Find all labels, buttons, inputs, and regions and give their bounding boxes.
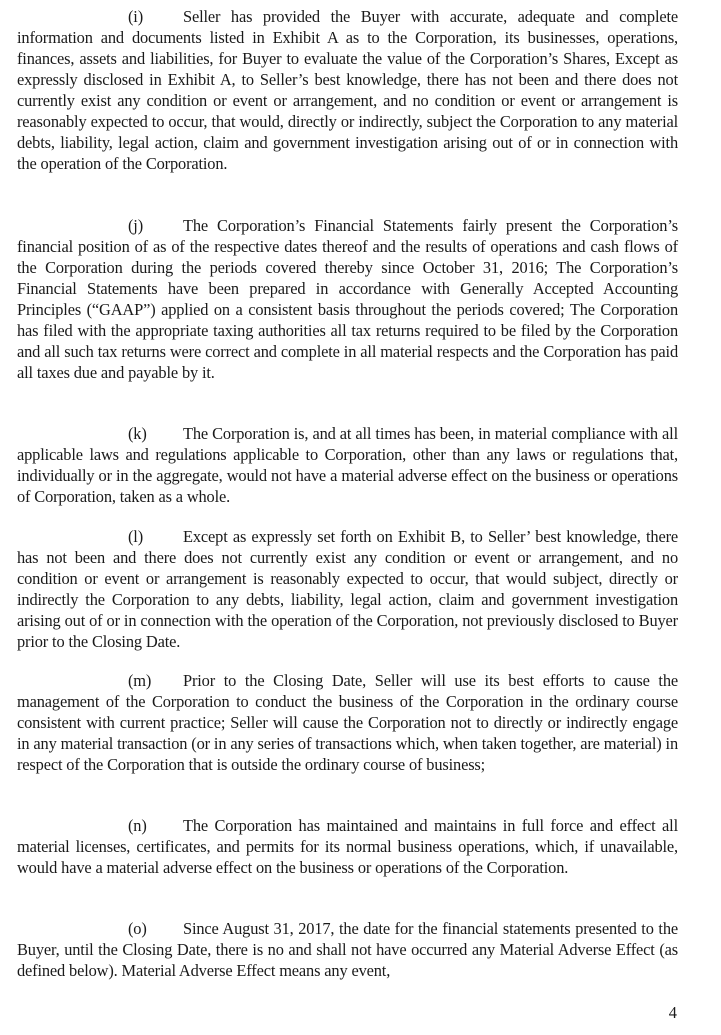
- paragraph-text: Seller has provided the Buyer with accurate, adequate and complete information and documents listed in Exhibit A as to the Corporation, its businesses, operations, finances, assets and liabilities, for Buyer to evaluate the value of the Corporation’s Shares, Except as expressly disclosed in Exhibit A, to Seller’s best knowledge, there has not been and there does not currently exist any condition or event or arrangement, and no condition or event or arrangement is reasonably expected to occur, that would, directly or indirectly, subject the Corporation to any material debts, liability, legal action, claim and government investigation arising out of or in connection with the operation of the Corporation.: [17, 7, 678, 173]
- paragraph-m: [17, 670, 678, 775]
- paragraph-label: (l): [128, 527, 144, 546]
- paragraph-text: Except as expressly set forth on Exhibit B, to Seller’ best knowledge, there has not been and there does not currently exist any condition or event or arrangement, and no condition or event or arrangement is reasonably expected to occur, that would subject, directly or indirectly the Corporation to any debts, liability, legal action, claim and government investigation arising out of or in connection with the operation of the Corporation, not previously disclosed to Buyer prior to the Closing Date.: [17, 527, 678, 651]
- paragraph-label: (i): [128, 7, 144, 26]
- paragraph-label: (o): [128, 919, 147, 938]
- paragraph-k: [17, 423, 678, 507]
- paragraph-label: (m): [128, 671, 152, 690]
- paragraph-text: Since August 31, 2017, the date for the financial statements presented to the Buyer, until the Closing Date, there is no and shall not have occurred any Material Adverse Effect (as defined below). Material Adverse Effect means any event,: [17, 919, 678, 980]
- paragraph-n: [17, 815, 678, 878]
- paragraph-l: [17, 526, 678, 652]
- paragraph-label: (n): [128, 816, 147, 835]
- paragraph-label: (k): [128, 424, 147, 443]
- paragraph-j: [17, 215, 678, 383]
- paragraph-i: [17, 6, 678, 174]
- paragraph-o: [17, 918, 678, 981]
- paragraph-label: (j): [128, 216, 144, 235]
- paragraph-text: The Corporation is, and at all times has been, in material compliance with all applicable laws and regulations applicable to Corporation, other than any laws or regulations that, individually or in the aggregate, would not have a material adverse effect on the business or operations of Corporation, taken as a whole.: [17, 424, 678, 506]
- paragraph-text: The Corporation’s Financial Statements fairly present the Corporation’s financial position of as of the respective dates thereof and the results of operations and cash flows of the Corporation during the periods covered thereby since October 31, 2016; The Corporation’s Financial Statements have been prepared in accordance with Generally Accepted Accounting Principles (“GAAP”) applied on a consistent basis throughout the periods covered; The Corporation has filed with the appropriate taxing authorities all tax returns required to be filed by the Corporation and all such tax returns were correct and complete in all material respects and the Corporation has paid all taxes due and payable by it.: [17, 216, 678, 382]
- page-number: 4: [668, 1003, 677, 1022]
- paragraph-text: The Corporation has maintained and maintains in full force and effect all material licenses, certificates, and permits for its normal business operations, which, if unavailable, would have a material adverse effect on the business or operations of the Corporation.: [17, 816, 678, 877]
- paragraph-text: Prior to the Closing Date, Seller will use its best efforts to cause the management of the Corporation to conduct the business of the Corporation in the ordinary course consistent with current practice; Seller will cause the Corporation not to directly or indirectly engage in any material transaction (or in any series of transactions which, when taken together, are material) in respect of the Corporation that is outside the ordinary course of business;: [17, 671, 678, 774]
